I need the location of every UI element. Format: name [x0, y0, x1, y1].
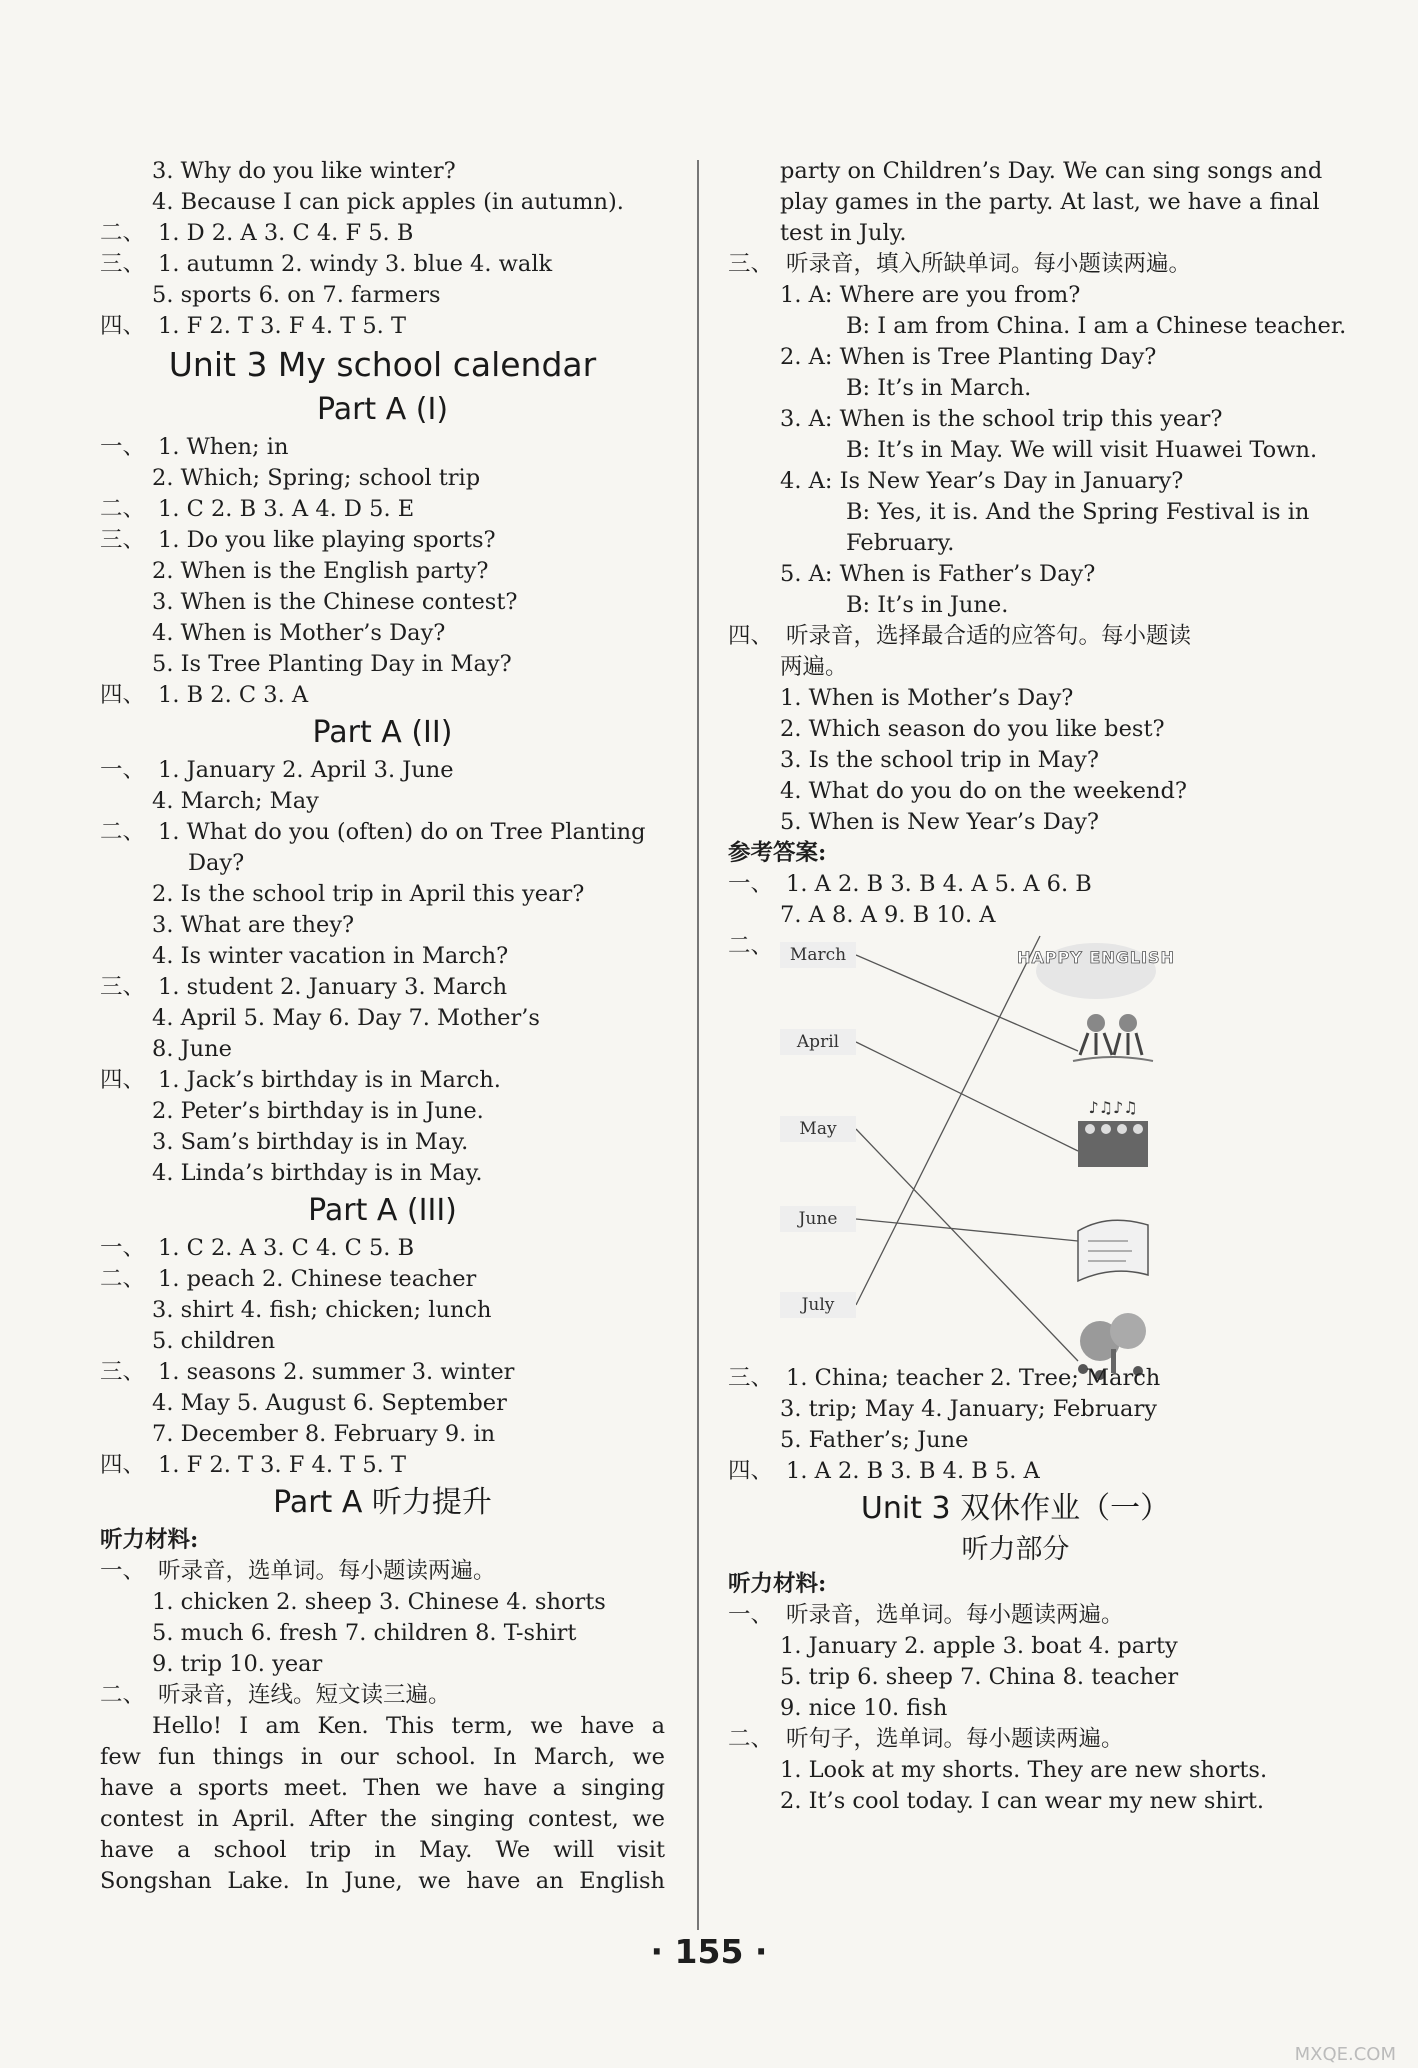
right-bottom-section — [728, 1363, 1303, 1817]
line-text: have a sports meet. Then we have a singing — [100, 1775, 665, 1801]
text-line — [100, 1264, 665, 1295]
line-text: Hello! I am Ken. This term, we have a — [152, 1713, 665, 1739]
text-line — [728, 1662, 1303, 1693]
line-text: 1. F 2. T 3. F 4. T 5. T — [158, 313, 406, 339]
line-text: test in July. — [780, 220, 907, 246]
text-line — [100, 1065, 665, 1096]
question-mark: 三、 — [728, 251, 774, 277]
question-mark: 一、 — [100, 757, 146, 783]
line-text: 8. June — [152, 1036, 232, 1062]
line-text: 1. B 2. C 3. A — [158, 682, 309, 708]
line-text: 1. seasons 2. summer 3. winter — [158, 1359, 515, 1385]
line-text: 1. F 2. T 3. F 4. T 5. T — [158, 1452, 406, 1478]
question-mark: 二、 — [100, 1682, 146, 1708]
text-line — [728, 156, 1323, 187]
text-line — [100, 972, 665, 1003]
text-line — [728, 1569, 1303, 1600]
question-mark: 三、 — [100, 527, 146, 553]
text-line — [728, 559, 1303, 590]
text-line — [728, 404, 1303, 435]
line-text: 9. trip 10. year — [152, 1651, 323, 1677]
line-text: 5. When is New Year’s Day? — [780, 809, 1099, 835]
match-line-may — [856, 1129, 1078, 1361]
text-line — [728, 621, 1303, 652]
line-text: 听录音，填入所缺单词。每小题读两遍。 — [786, 251, 1192, 277]
line-text: contest in April. After the singing contest, we — [100, 1806, 665, 1832]
left-column — [100, 156, 665, 1897]
line-text: 1. C 2. B 3. A 4. D 5. E — [158, 496, 415, 522]
text-line — [728, 714, 1303, 745]
question-mark: 四、 — [100, 1452, 146, 1478]
line-text: 3. trip; May 4. January; February — [780, 1396, 1157, 1422]
text-line — [100, 1158, 665, 1189]
text-line — [100, 618, 665, 649]
line-text: 1. chicken 2. sheep 3. Chinese 4. shorts — [152, 1589, 606, 1615]
line-text: 2. When is the English party? — [152, 558, 489, 584]
question-mark: 四、 — [728, 623, 774, 649]
line-text: 听录音，连线。短文读三遍。 — [158, 1682, 451, 1708]
line-text: 4. March; May — [152, 788, 319, 814]
svg-text:♪♫♪♫: ♪♫♪♫ — [1088, 1098, 1138, 1117]
line-text: B: Yes, it is. And the Spring Festival is in — [846, 499, 1310, 525]
question-mark: 四、 — [100, 1067, 146, 1093]
month-label-may: May — [780, 1116, 856, 1142]
line-text: February. — [846, 530, 955, 556]
text-line — [100, 680, 665, 711]
question-mark: 二、 — [100, 1266, 146, 1292]
line-text: 1. student 2. January 3. March — [158, 974, 508, 1000]
line-text: 听力材料: — [728, 1571, 827, 1597]
match-line-july — [856, 936, 1040, 1305]
line-text: 1. January 2. apple 3. boat 4. party — [780, 1633, 1178, 1659]
line-text: 5. much 6. fresh 7. children 8. T-shirt — [152, 1620, 577, 1646]
match-line-april — [856, 1042, 1078, 1151]
text-line — [728, 342, 1303, 373]
text-line — [728, 1456, 1303, 1487]
text-line — [100, 1804, 665, 1835]
question-mark: 二、 — [100, 819, 146, 845]
line-text: 1. A: Where are you from? — [780, 282, 1081, 308]
month-label-april: April — [780, 1029, 856, 1055]
line-text: 3. When is the Chinese contest? — [152, 589, 518, 615]
question-mark: 四、 — [728, 1458, 774, 1484]
text-line — [100, 755, 665, 786]
text-line — [728, 745, 1303, 776]
column-divider — [697, 160, 699, 1930]
text-line — [728, 187, 1320, 218]
text-line — [100, 1326, 665, 1357]
page-number: · 155 · — [650, 1932, 768, 1971]
line-text: Songshan Lake. In June, we have an English — [100, 1868, 665, 1894]
svg-text:HAPPY ENGLISH: HAPPY ENGLISH — [1017, 948, 1175, 967]
line-text: 4. When is Mother’s Day? — [152, 620, 446, 646]
text-line — [100, 848, 665, 879]
line-text: 5. trip 6. sheep 7. China 8. teacher — [780, 1664, 1179, 1690]
text-line — [100, 249, 665, 280]
line-text: party on Children’s Day. We can sing songs and — [780, 158, 1323, 184]
text-line — [728, 1693, 1303, 1724]
line-text: 1. Look at my shorts. They are new shorts. — [780, 1757, 1268, 1783]
line-text: B: I am from China. I am a Chinese teacher. — [846, 313, 1347, 339]
text-line — [100, 817, 665, 848]
line-text: 3. shirt 4. fish; chicken; lunch — [152, 1297, 492, 1323]
final-test-icon — [1078, 1220, 1148, 1281]
question-mark: 四、 — [100, 313, 146, 339]
line-text: 1. When is Mother’s Day? — [780, 685, 1074, 711]
question-mark: 一、 — [728, 871, 774, 897]
line-text: have a school trip in May. We will visit — [100, 1837, 665, 1863]
question-mark: 一、 — [100, 1235, 146, 1261]
text-line — [100, 311, 665, 342]
unit-title: Unit 3 My school calendar — [168, 345, 597, 384]
line-text: 4. Because I can pick apples (in autumn). — [152, 189, 624, 215]
section-heading: Part A (II) — [312, 715, 453, 750]
line-text: 听录音，选择最合适的应答句。每小题读 — [786, 623, 1192, 649]
text-line — [728, 497, 1310, 528]
line-text: 1. When; in — [158, 434, 289, 460]
question-mark: 二、 — [100, 496, 146, 522]
line-text: 2. It’s cool today. I can wear my new shirt. — [780, 1788, 1265, 1814]
line-text: 4. What do you do on the weekend? — [780, 778, 1187, 804]
line-text: 2. A: When is Tree Planting Day? — [780, 344, 1157, 370]
text-line — [100, 1649, 665, 1680]
text-line — [100, 187, 665, 218]
line-text: 2. Which season do you like best? — [780, 716, 1165, 742]
text-line — [100, 556, 665, 587]
line-text: 4. May 5. August 6. September — [152, 1390, 507, 1416]
line-text: 1. China; teacher 2. Tree; March — [786, 1365, 1161, 1391]
question-mark: 三、 — [100, 974, 146, 1000]
text-line — [100, 1866, 665, 1897]
line-text: 9. nice 10. fish — [780, 1695, 948, 1721]
line-text: 1. Jack’s birthday is in March. — [158, 1067, 501, 1093]
line-text: 参考答案: — [728, 840, 827, 866]
line-text: 4. A: Is New Year’s Day in January? — [780, 468, 1184, 494]
text-line — [728, 900, 1303, 931]
line-text: 2. Peter’s birthday is in June. — [152, 1098, 484, 1124]
line-text: 1. C 2. A 3. C 4. C 5. B — [158, 1235, 415, 1261]
text-line — [100, 1556, 665, 1587]
line-text: B: It’s in March. — [846, 375, 1032, 401]
sports-meet-icon — [1073, 1014, 1153, 1061]
watermark: MXQE.COM — [1294, 2044, 1396, 2065]
matching-mark: 二、 — [728, 933, 774, 959]
question-mark: 一、 — [100, 434, 146, 460]
text-line — [728, 683, 1303, 714]
singing-contest-icon — [1078, 1098, 1148, 1167]
question-mark: 二、 — [100, 220, 146, 246]
happy-english-icon — [1017, 943, 1175, 999]
line-text: 3. What are they? — [152, 912, 355, 938]
line-text: 2. Which; Spring; school trip — [152, 465, 481, 491]
line-text: 1. Do you like playing sports? — [158, 527, 496, 553]
line-text: 3. Sam’s birthday is in May. — [152, 1129, 469, 1155]
text-line — [100, 649, 665, 680]
line-text: 1. autumn 2. windy 3. blue 4. walk — [158, 251, 553, 277]
text-line — [728, 869, 1303, 900]
text-line — [728, 1786, 1303, 1817]
text-line — [100, 1419, 665, 1450]
line-text: 5. Is Tree Planting Day in May? — [152, 651, 512, 677]
line-text: B: It’s in May. We will visit Huawei Town. — [846, 437, 1318, 463]
line-text: 两遍。 — [780, 654, 848, 680]
text-line — [100, 910, 665, 941]
line-text: 1. January 2. April 3. June — [158, 757, 454, 783]
text-line — [100, 1680, 665, 1711]
month-label-march: March — [780, 942, 856, 968]
month-label-june: June — [780, 1206, 856, 1232]
text-line — [728, 838, 1303, 869]
text-line — [100, 1773, 665, 1804]
text-line — [100, 1835, 665, 1866]
text-line — [728, 1631, 1303, 1662]
question-mark: 一、 — [100, 1558, 146, 1584]
text-line — [100, 1742, 665, 1773]
text-line — [100, 1003, 665, 1034]
line-text: 1. D 2. A 3. C 4. F 5. B — [158, 220, 414, 246]
question-mark: 二、 — [728, 1726, 774, 1752]
section-heading: Unit 3 双休作业（一） — [860, 1491, 1171, 1526]
line-text: 5. Father’s; June — [780, 1427, 969, 1453]
text-line — [728, 776, 1303, 807]
line-text: 5. sports 6. on 7. farmers — [152, 282, 441, 308]
text-line — [100, 941, 665, 972]
line-text: B: It’s in June. — [846, 592, 1009, 618]
line-text: 3. Is the school trip in May? — [780, 747, 1099, 773]
text-line — [100, 156, 665, 187]
question-mark: 三、 — [100, 1359, 146, 1385]
text-line — [100, 1233, 665, 1264]
text-line — [728, 590, 1303, 621]
right-column — [728, 156, 1347, 1817]
text-line — [100, 1450, 665, 1481]
line-text: 听力材料: — [100, 1527, 199, 1553]
text-line — [100, 280, 665, 311]
text-line — [100, 463, 665, 494]
line-text: 1. What do you (often) do on Tree Planting — [158, 819, 646, 845]
section-heading: Part A (I) — [316, 392, 449, 427]
section-subheading: 听力部分 — [961, 1534, 1070, 1565]
question-mark: 一、 — [728, 1602, 774, 1628]
text-line — [100, 879, 665, 910]
line-text: play games in the party. At last, we have a final — [780, 189, 1320, 215]
text-line — [728, 1755, 1303, 1786]
text-line — [100, 1357, 665, 1388]
line-text: 听句子，选单词。每小题读两遍。 — [786, 1726, 1124, 1752]
text-line — [100, 1034, 665, 1065]
line-text: 1. peach 2. Chinese teacher — [158, 1266, 477, 1292]
line-text: 1. A 2. B 3. B 4. A 5. A 6. B — [786, 871, 1092, 897]
section-heading: Part A 听力提升 — [273, 1485, 492, 1520]
text-line — [100, 1388, 665, 1419]
line-text: 听录音，选单词。每小题读两遍。 — [786, 1602, 1124, 1628]
text-line — [100, 1618, 665, 1649]
text-line — [100, 432, 665, 463]
line-text: 7. December 8. February 9. in — [152, 1421, 496, 1447]
question-mark: 三、 — [728, 1365, 774, 1391]
text-line — [728, 373, 1303, 404]
text-line — [728, 1724, 1303, 1755]
line-text: 5. A: When is Father’s Day? — [780, 561, 1096, 587]
text-line — [100, 1587, 665, 1618]
text-line — [728, 249, 1303, 280]
line-text: few fun things in our school. In March, we — [100, 1744, 665, 1770]
text-line — [100, 1096, 665, 1127]
right-top-section — [728, 156, 1347, 931]
text-line — [728, 466, 1303, 497]
text-line — [728, 311, 1347, 342]
month-label-july: July — [780, 1292, 856, 1318]
text-line — [100, 786, 665, 817]
text-line — [728, 218, 1303, 249]
text-line — [100, 1525, 665, 1556]
text-line — [100, 587, 665, 618]
line-text: Day? — [188, 850, 245, 876]
line-text: 7. A 8. A 9. B 10. A — [780, 902, 996, 928]
text-line — [728, 652, 1303, 683]
text-line — [728, 1425, 1303, 1456]
text-line — [728, 1600, 1303, 1631]
section-heading: Part A (III) — [308, 1193, 457, 1228]
line-text: 听录音，选单词。每小题读两遍。 — [158, 1558, 496, 1584]
line-text: 4. Is winter vacation in March? — [152, 943, 509, 969]
line-text: 2. Is the school trip in April this year? — [152, 881, 585, 907]
text-line — [728, 1363, 1303, 1394]
text-line — [728, 435, 1318, 466]
question-mark: 四、 — [100, 682, 146, 708]
text-line — [100, 1127, 665, 1158]
text-line — [728, 807, 1303, 838]
text-line — [100, 1295, 665, 1326]
line-text: 4. April 5. May 6. Day 7. Mother’s — [152, 1005, 540, 1031]
text-line — [100, 494, 665, 525]
question-mark: 三、 — [100, 251, 146, 277]
line-text: 3. A: When is the school trip this year? — [780, 406, 1223, 432]
line-text: 5. children — [152, 1328, 276, 1354]
text-line — [728, 280, 1303, 311]
text-line — [100, 525, 665, 556]
text-line — [100, 1711, 665, 1742]
line-text: 1. A 2. B 3. B 4. B 5. A — [786, 1458, 1040, 1484]
line-text: 3. Why do you like winter? — [152, 158, 456, 184]
text-line — [728, 1394, 1303, 1425]
text-line — [728, 528, 1303, 559]
line-text: 4. Linda’s birthday is in May. — [152, 1160, 483, 1186]
text-line — [100, 218, 665, 249]
